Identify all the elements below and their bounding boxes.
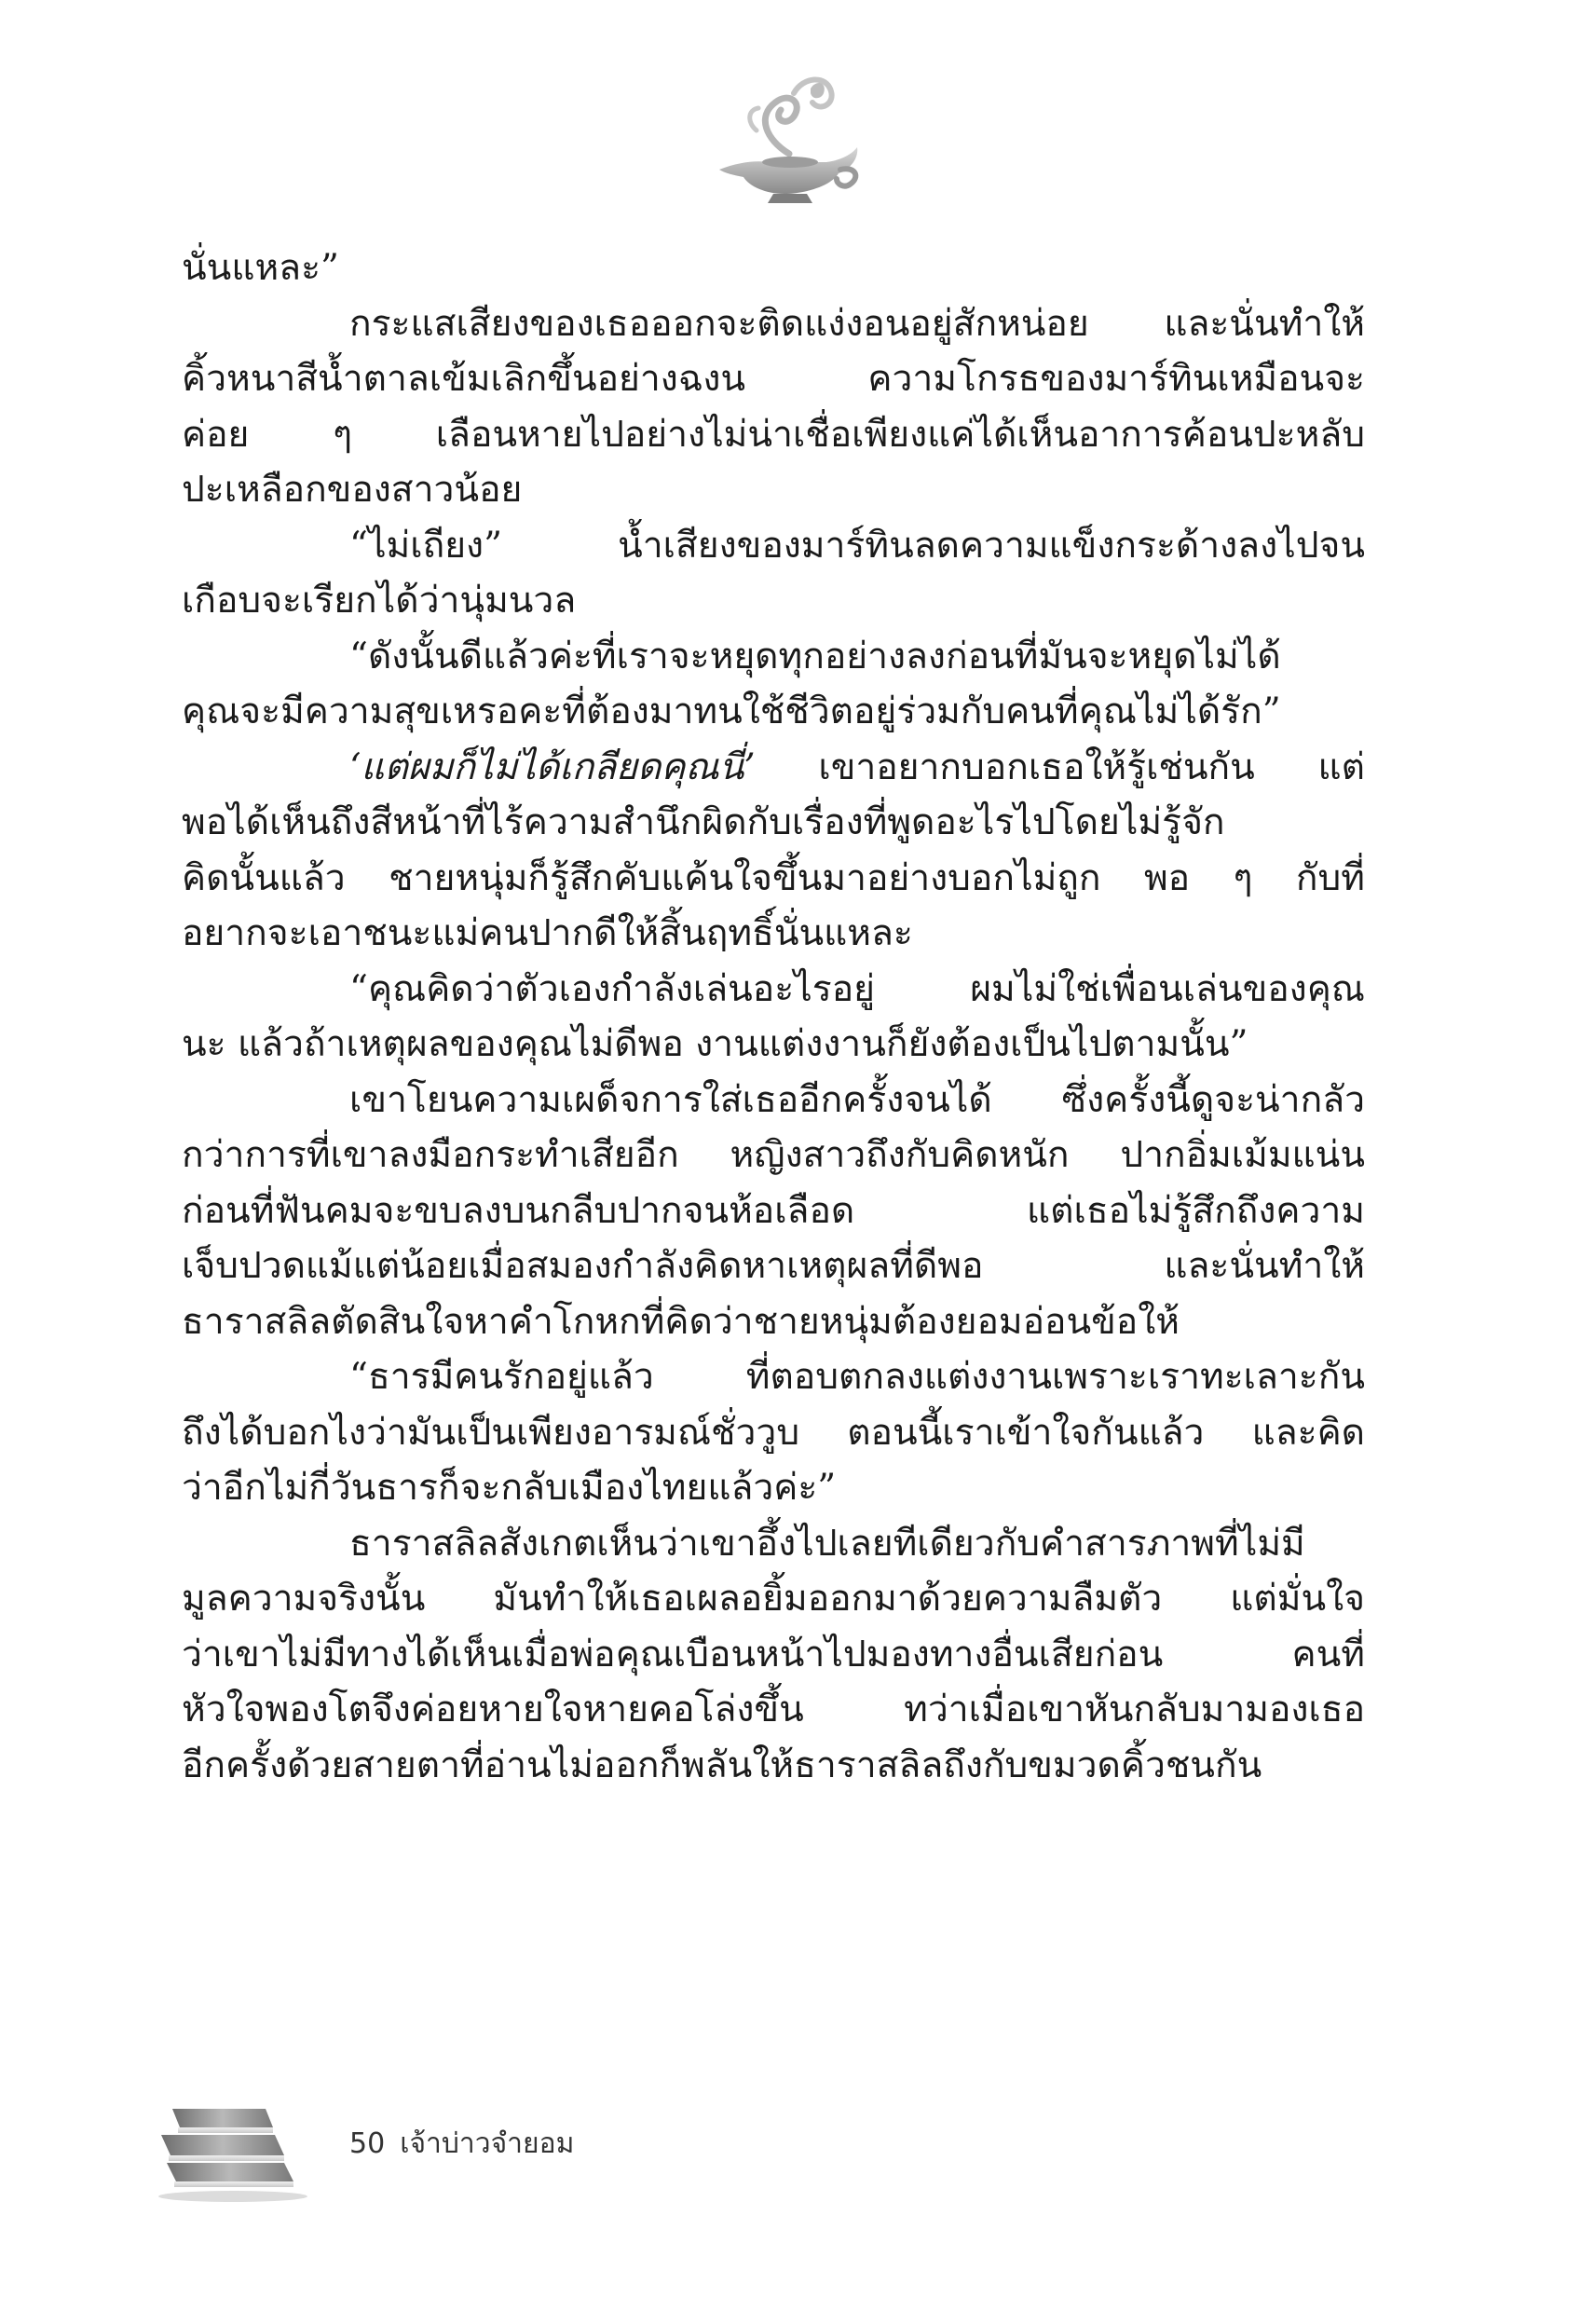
text-line: เขาโยนความเผด็จการใส่เธออีกครั้งจนได้ ซึ่งครั้งนี้ดูจะน่ากลัว [349,1078,1365,1121]
text-line: ธาราสลิลสังเกตเห็นว่าเขาอึ้งไปเลยทีเดียวกับคำสารภาพที่ไม่มี [349,1522,1305,1565]
page-folio [349,2122,574,2166]
text-line: อีกครั้งด้วยสายตาที่อ่านไม่ออกก็พลันให้ธาราสลิลถึงกับขมวดคิ้วชนกัน [182,1744,1262,1786]
stacked-books-icon [154,2101,312,2204]
text-line: เจ็บปวดแม้แต่น้อยเมื่อสมองกำลังคิดหาเหตุผลที่ดีพอ และนั่นทำให้ [182,1245,1365,1287]
text-line: ปะเหลือกของสาวน้อย [182,469,523,511]
text-line: เกือบจะเรียกได้ว่านุ่มนวล [182,580,577,622]
text-line: ธาราสลิลตัดสินใจหาคำโกหกที่คิดว่าชายหนุ่มต้องยอมอ่อนข้อให้ [182,1300,1180,1343]
genie-lamp-icon [701,65,868,214]
text-line: นั่นแหละ” [182,247,339,289]
text-line: พอได้เห็นถึงสีหน้าที่ไร้ความสำนึกผิดกับเรื่องที่พูดอะไรไปโดยไม่รู้จัก [182,801,1225,843]
page-footer [154,2101,713,2213]
text-line-rest: เขาอยากบอกเธอให้รู้เช่นกัน แต่ [755,745,1365,788]
text-line: คิ้วหนาสีน้ำตาลเข้มเลิกขึ้นอย่างฉงน ความโกรธของมาร์ทินเหมือนจะ [182,358,1365,400]
text-line: กระแสเสียงของเธอออกจะติดแง่งอนอยู่สักหน่อย และนั่นทำให้ [349,302,1365,345]
text-line: ว่าเขาไม่มีทางได้เห็นเมื่อพ่อคุณเบือนหน้าไปมองทางอื่นเสียก่อน คนที่ [182,1633,1365,1675]
running-title: เจ้าบ่าวจำยอม [400,2127,575,2160]
text-line: “ดังนั้นดีแล้วค่ะที่เราจะหยุดทุกอย่างลงก่อนที่มันจะหยุดไม่ได้ [349,635,1281,677]
text-line: หัวใจพองโตจึงค่อยหายใจหายคอโล่งขึ้น ทว่าเมื่อเขาหันกลับมามองเธอ [182,1689,1365,1730]
text-line: ถึงได้บอกไงว่ามันเป็นเพียงอารมณ์ชั่ววูบ ตอนนี้เราเข้าใจกันแล้ว และคิด [182,1411,1365,1454]
text-line: ค่อย ๆ เลือนหายไปอย่างไม่น่าเชื่อเพียงแค่ได้เห็นอาการค้อนปะหลับ [182,413,1365,456]
text-line: “ธารมีคนรักอยู่แล้ว ที่ตอบตกลงแต่งงานเพราะเราทะเลาะกัน [349,1356,1365,1398]
text-line: ก่อนที่ฟันคมจะขบลงบนกลีบปากจนห้อเลือด แต่เธอไม่รู้สึกถึงความ [182,1189,1365,1232]
text-line: กว่าการที่เขาลงมือกระทำเสียอีก หญิงสาวถึงกับคิดหนัก ปากอิ่มเม้มแน่น [182,1134,1365,1176]
page-number: 50 [349,2127,386,2160]
body-text [182,240,1365,1793]
text-line: “คุณคิดว่าตัวเองกำลังเล่นอะไรอยู่ ผมไม่ใช่เพื่อนเล่นของคุณ [349,967,1365,1010]
italic-thought: ‘แต่ผมก็ไม่ได้เกลียดคุณนี่’ [349,745,756,788]
text-line: คุณจะมีความสุขเหรอคะที่ต้องมาทนใช้ชีวิตอยู่ร่วมกับคนที่คุณไม่ได้รัก” [182,691,1281,732]
text-line-with-italic [182,740,1365,796]
text-line: ว่าอีกไม่กี่วันธารก็จะกลับเมืองไทยแล้วค่ะ” [182,1467,837,1509]
text-line: นะ แล้วถ้าเหตุผลของคุณไม่ดีพอ งานแต่งงานก็ยังต้องเป็นไปตามนั้น” [182,1023,1248,1065]
text-line: “ไม่เถียง” น้ำเสียงของมาร์ทินลดความแข็งกระด้างลงไปจน [349,524,1365,567]
text-line: อยากจะเอาชนะแม่คนปากดีให้สิ้นฤทธิ์นั่นแหละ [182,912,913,954]
text-line: มูลความจริงนั้น มันทำให้เธอเผลอยิ้มออกมาด้วยความลืมตัว แต่มั่นใจ [182,1578,1365,1620]
text-line: คิดนั้นแล้ว ชายหนุ่มก็รู้สึกคับแค้นใจขึ้นมาอย่างบอกไม่ถูก พอ ๆ กับที่ [182,856,1365,899]
